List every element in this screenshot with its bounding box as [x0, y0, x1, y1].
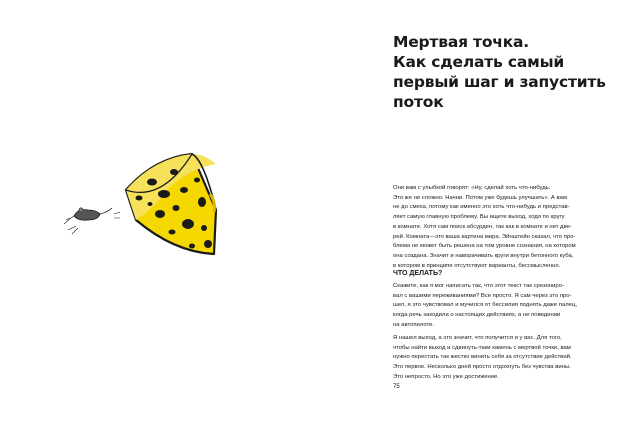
text-line: в комнате. Хотя сам поиск абсурден, так как в комнате и нет две-	[393, 223, 572, 230]
title-line: первый шаг и запустить	[393, 73, 606, 91]
text-line: ляет самую главную проблему. Вы ищете выход, ходя по кругу	[393, 214, 565, 221]
mouse-icon	[64, 208, 120, 234]
text-line: нужно перестать так жестко винить себя за отсутствие действий.	[393, 354, 572, 361]
text-line: Это первое. Несколько дней просто отдохнуть без чувства вины.	[393, 364, 571, 371]
page-number: 75	[393, 384, 400, 390]
text-line: Это непросто. Но это уже достижение.	[393, 373, 499, 380]
cheese-and-mouse-illustration	[64, 150, 234, 260]
right-page	[319, 0, 638, 430]
text-line: рей. Комната—это ваша картина мира. Эйнштейн сказал, что про-	[393, 233, 576, 240]
text-line: блема не может быть решена на том уровне сознания, на котором	[393, 243, 576, 250]
text-line: Они вам с улыбкой говорят: «Ну, сделай хоть что-нибудь.	[393, 185, 551, 191]
text-line: Скажите, как я мог написать так, что этот текст так срезониро-	[393, 283, 564, 289]
text-line: она создана. Значит и наворачивать круги внутри бетонного куба,	[393, 252, 574, 259]
text-line: Это же не сложно. Начни. Потом уже будешь улучшать». А вам	[393, 194, 567, 201]
chapter-title	[393, 32, 623, 112]
text-line: шел, я это чувствовал и мучился от бессилия поднять даже палец,	[393, 302, 577, 309]
text-line: чтобы найти выход и сдвинуть-таки камень с мертвой точки, вам	[393, 344, 571, 351]
cheese-icon	[126, 154, 216, 254]
title-line: поток	[393, 93, 444, 111]
paragraph-what-to-do	[393, 282, 605, 331]
text-line: Я нашел выход, а это значит, что получится и у вас. Для того,	[393, 335, 562, 341]
title-line: Как сделать самый	[393, 53, 565, 71]
section-heading: ЧТО ДЕЛАТЬ?	[393, 270, 443, 277]
title-line: Мертвая точка.	[393, 33, 529, 51]
paragraph-solution	[393, 334, 605, 383]
text-line: на автопилоте.	[393, 321, 435, 328]
text-line: в котором в принципе отсутствуют варианты, бессмысленно.	[393, 262, 561, 269]
text-line: не до смеха, потому как именно это хоть что-нибудь и представ-	[393, 204, 570, 211]
text-line: вал с вашими переживаниями? Все просто. Я сам через это про-	[393, 292, 572, 299]
paragraph-intro	[393, 184, 605, 271]
text-line: когда речь заходила о настоящих действиях, а не поведении	[393, 312, 561, 319]
